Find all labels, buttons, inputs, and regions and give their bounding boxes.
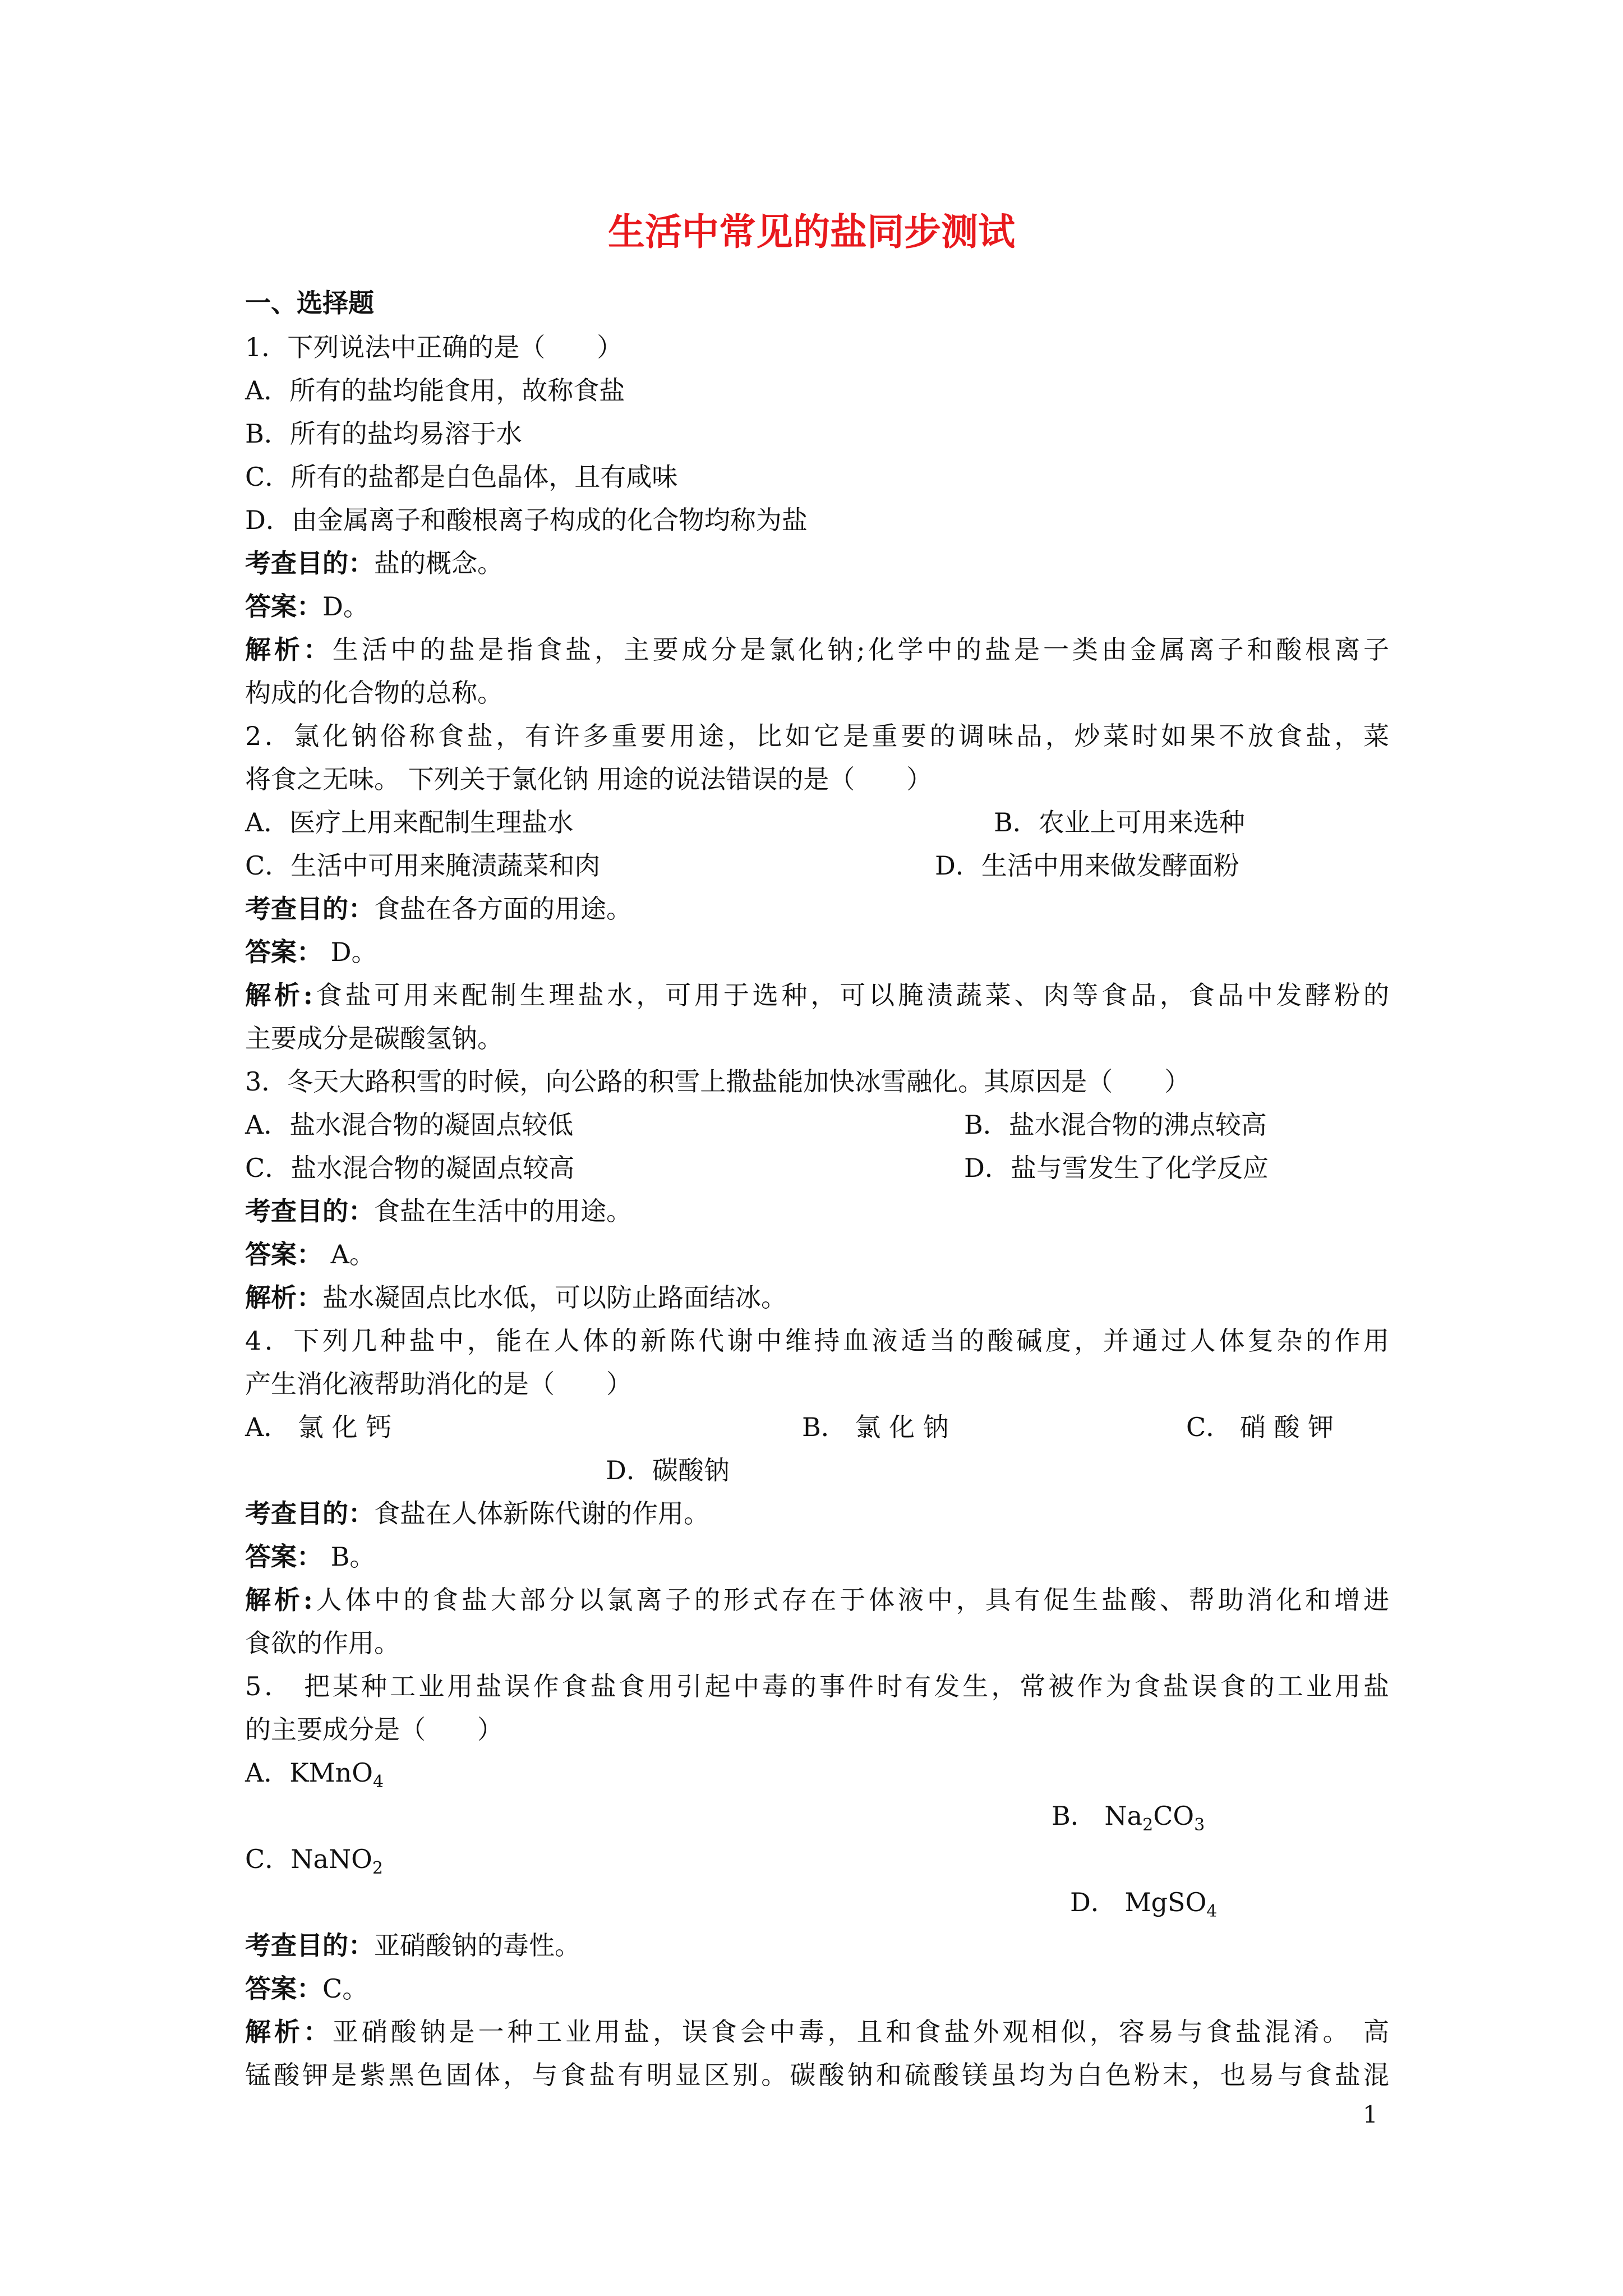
q5-analysis-line-2: 锰酸钾是紫黑色固体，与食盐有明显区别。碳酸钠和硫酸镁虽均为白色粉末，也易与食盐混 [245,2060,1389,2090]
q4-analysis-text-1: 人体中的食盐大部分以氯离子的形式存在于体液中，具有促生盐酸、帮助消化和增进 [312,1585,1390,1615]
q5-analysis-label: 解析： [245,2017,333,2047]
q3-answer [245,1235,375,1274]
q2-stem-line-2: 将食之无味。 下列关于氯化钠 用途的说法错误的是（ ） [245,764,933,794]
q2-answer-label: 答案： [245,937,322,967]
q5-option-c [245,1839,383,1879]
q1-analysis-line-1 [245,630,1389,669]
q4-purpose-text: 食盐在人体新陈代谢的作用。 [374,1498,709,1529]
q2-option-a: A．医疗上用来配制生理盐水 [245,807,574,838]
q3-analysis-text-1: 盐水凝固点比水低，可以防止路面结冰。 [322,1282,787,1313]
q4-answer-text: B。 [322,1542,376,1572]
q2-answer-text: D。 [322,937,377,967]
q5-option-b [1052,1796,1205,1835]
q1-option-d: D．由金属离子和酸根离子构成的化合物均称为盐 [245,505,808,535]
q3-analysis-label: 解析： [245,1282,322,1313]
q1-answer [245,587,369,626]
q4-purpose-label: 考查目的： [245,1498,374,1529]
q1-answer-text: D。 [322,591,369,622]
q3-purpose-label: 考查目的： [245,1196,374,1226]
q5-option-a-text: A．KMnO [245,1757,374,1788]
q3-option-b: B．盐水混合物的沸点较高 [964,1110,1267,1140]
page-title: 生活中常见的盐同步测试 [608,210,1015,254]
section-heading: 一、选择题 [245,288,374,318]
q4-analysis-line-1 [245,1580,1389,1619]
q3-option-d: D．盐与雪发生了化学反应 [964,1153,1269,1183]
q1-option-c: C．所有的盐都是白色晶体，且有咸味 [245,462,678,492]
q4-option-d: D．碳酸钠 [606,1455,730,1485]
q1-analysis-text-1: 生活中的盐是指食盐，主要成分是氯化钠;化学中的盐是一类由金属离子和酸根离子 [332,634,1390,665]
q2-option-b: B．农业上可用来选种 [994,807,1245,838]
q1-option-a: A．所有的盐均能食用，故称食盐 [245,375,625,406]
q2-analysis-text-1: 食盐可用来配制生理盐水，可用于选种，可以腌渍蔬菜、肉等食品，食品中发酵粉的 [312,980,1390,1010]
q5-answer-label: 答案： [245,1973,322,2004]
q5-option-b-text-2: CO [1153,1801,1195,1831]
q4-stem-line-2: 产生消化液帮助消化的是（ ） [245,1369,632,1399]
q5-option-b-subscript-1: 2 [1142,1815,1154,1835]
q1-purpose [245,544,503,583]
q1-purpose-label: 考查目的： [245,548,374,578]
q5-option-c-text: C．NaNO [245,1844,372,1874]
q5-analysis-line-1 [245,2012,1389,2051]
q1-answer-label: 答案： [245,591,322,622]
q5-analysis-text-1: 亚硝酸钠是一种工业用盐，误食会中毒，且和食盐外观相似，容易与食盐混淆。 高 [332,2017,1390,2047]
q3-analysis [245,1278,787,1317]
q5-option-d-subscript: 4 [1206,1902,1218,1921]
q5-option-d-text: D． MgSO [1070,1887,1207,1917]
q3-purpose [245,1191,632,1231]
q2-analysis-line-2: 主要成分是碳酸氢钠。 [245,1023,503,1053]
q5-option-b-text: B． Na [1052,1801,1143,1831]
q3-option-a: A．盐水混合物的凝固点较低 [245,1110,574,1140]
q5-option-a [245,1753,384,1792]
q4-purpose [245,1494,709,1533]
q5-option-c-subscript: 2 [372,1858,383,1878]
q5-stem-line-1: 5． 把某种工业用盐误作食盐食用引起中毒的事件时有发生，常被作为食盐误食的工业用盐 [245,1671,1389,1701]
q1-stem: 1．下列说法中正确的是（ ） [245,332,623,362]
q1-analysis-label: 解析： [245,634,333,665]
q5-option-a-subscript: 4 [373,1772,384,1792]
q4-answer [245,1537,375,1576]
q2-stem-line-1: 2．氯化钠俗称食盐，有许多重要用途，比如它是重要的调味品，炒菜时如果不放食盐，菜 [245,721,1389,751]
q2-option-d: D．生活中用来做发酵面粉 [935,850,1239,881]
q2-purpose-label: 考查目的： [245,894,374,924]
q3-purpose-text: 食盐在生活中的用途。 [374,1196,632,1226]
q2-purpose [245,889,632,928]
q5-purpose [245,1926,580,1965]
q5-answer-text: C。 [322,1973,368,2004]
q1-option-b: B．所有的盐均易溶于水 [245,418,522,449]
q5-purpose-text: 亚硝酸钠的毒性。 [374,1930,580,1961]
q3-answer-text: A。 [322,1239,375,1269]
q4-stem-line-1: 4．下列几种盐中，能在人体的新陈代谢中维持血液适当的酸碱度，并通过人体复杂的作用 [245,1326,1389,1356]
q4-answer-label: 答案： [245,1542,322,1572]
q4-analysis-label: 解析: [245,1585,313,1615]
q2-analysis-line-1 [245,976,1389,1015]
q5-purpose-label: 考查目的： [245,1930,374,1961]
q5-option-b-subscript-2: 3 [1194,1815,1205,1835]
q2-option-c: C．生活中可用来腌渍蔬菜和肉 [245,850,601,881]
q5-stem-line-2: 的主要成分是（ ） [245,1714,503,1745]
q3-stem: 3．冬天大路积雪的时候，向公路的积雪上撒盐能加快冰雪融化。其原因是（ ） [245,1066,1191,1097]
q5-option-d [1070,1883,1217,1922]
q1-analysis-line-2: 构成的化合物的总称。 [245,678,503,708]
q5-answer [245,1969,368,2008]
q3-option-c: C．盐水混合物的凝固点较高 [245,1153,575,1183]
page-number: 1 [1363,2101,1378,2128]
q2-analysis-label: 解析: [245,980,313,1010]
q1-purpose-text: 盐的概念。 [374,548,503,578]
q2-answer [245,932,377,972]
q4-option-a: A． 氯 化 钙 [245,1412,392,1442]
q2-purpose-text: 食盐在各方面的用途。 [374,894,632,924]
q3-answer-label: 答案： [245,1239,322,1269]
q4-option-b: B． 氯 化 钠 [802,1412,949,1442]
q4-analysis-line-2: 食欲的作用。 [245,1628,400,1658]
q4-option-c: C． 硝 酸 钾 [1186,1412,1334,1442]
